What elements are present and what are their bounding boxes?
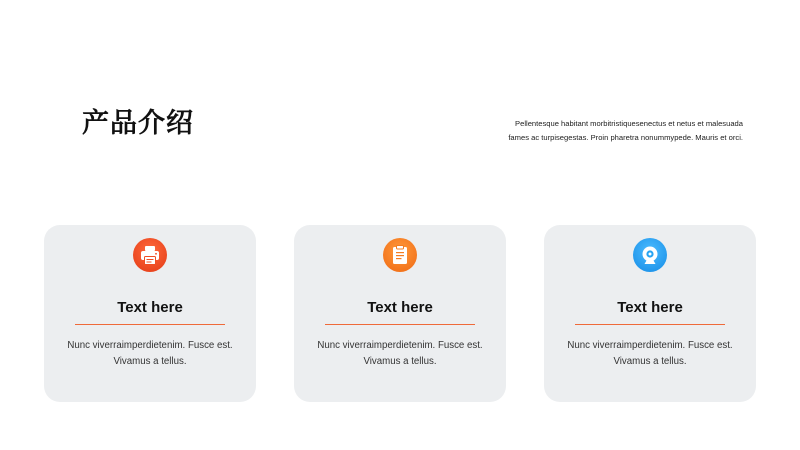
card-divider <box>75 324 225 325</box>
card-heading: Text here <box>117 299 183 316</box>
feature-card-3 <box>544 225 756 402</box>
card-heading: Text here <box>617 299 683 316</box>
webcam-icon <box>632 237 668 273</box>
page-title: 产品介绍 <box>82 108 194 139</box>
card-divider <box>325 324 475 325</box>
clipboard-icon <box>382 237 418 273</box>
card-body-text: Nunc viverraimperdietenim. Fusce est. Vivamus a tellus. <box>67 340 233 367</box>
feature-cards <box>44 225 756 402</box>
card-body-text: Nunc viverraimperdietenim. Fusce est. Vivamus a tellus. <box>567 340 733 367</box>
card-heading: Text here <box>367 299 433 316</box>
feature-card-1 <box>44 225 256 402</box>
feature-card-2 <box>294 225 506 402</box>
intro-paragraph: Pellentesque habitant morbitristiquesenectus et netus et malesuada fames ac turpisegestas. Proin pharetra nonummypede. Mauris et orci. <box>508 119 743 142</box>
printer-icon <box>132 237 168 273</box>
card-divider <box>575 324 725 325</box>
card-body-text: Nunc viverraimperdietenim. Fusce est. Vivamus a tellus. <box>317 340 483 367</box>
